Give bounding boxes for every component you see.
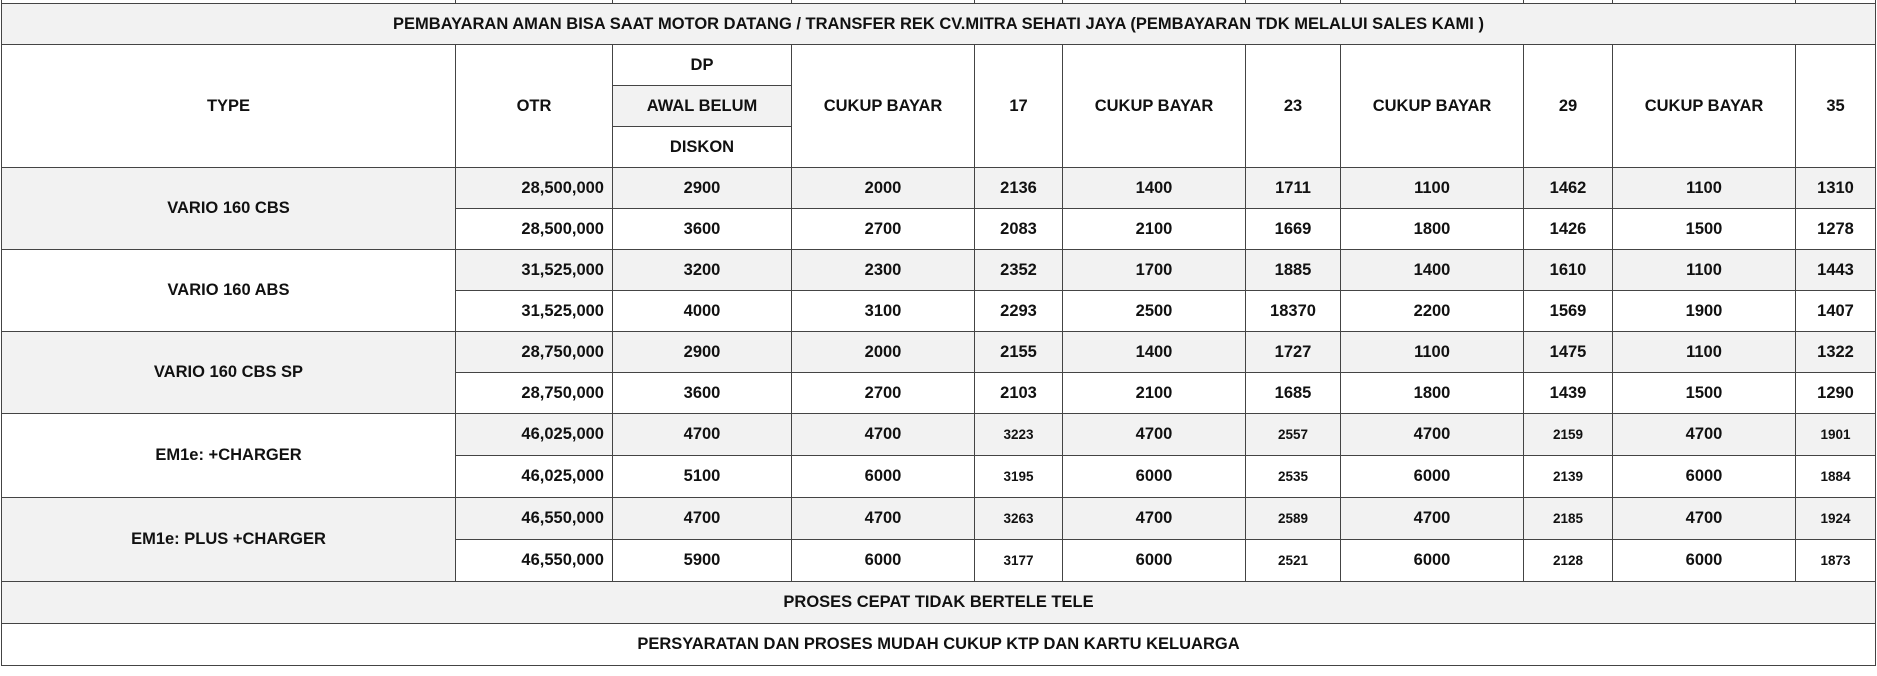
cell-cb23: 1400 [1063, 168, 1246, 209]
footer-banner-fast-process: PROSES CEPAT TIDAK BERTELE TELE [2, 582, 1876, 624]
cell-t29: 2139 [1524, 456, 1613, 498]
header-cukup-bayar-23: CUKUP BAYAR [1063, 45, 1246, 168]
cell-t17: 2083 [975, 209, 1063, 250]
cell-cb35: 1100 [1613, 332, 1796, 373]
cell-t35: 1443 [1796, 250, 1876, 291]
cell-cb35: 1100 [1613, 250, 1796, 291]
header-dp: DP [613, 45, 792, 86]
table-row [2, 250, 1876, 291]
cell-t35: 1924 [1796, 498, 1876, 540]
cell-cb29: 1400 [1341, 250, 1524, 291]
cell-t35: 1290 [1796, 373, 1876, 414]
cell-t17: 2136 [975, 168, 1063, 209]
model-rows [2, 168, 1876, 582]
table-row [2, 168, 1876, 209]
cell-cb35: 1500 [1613, 373, 1796, 414]
cell-cb29: 2200 [1341, 291, 1524, 332]
cell-t29: 1426 [1524, 209, 1613, 250]
cell-t35: 1407 [1796, 291, 1876, 332]
cell-cb29: 6000 [1341, 540, 1524, 582]
table-row [2, 332, 1876, 373]
header-cukup-bayar-17: CUKUP BAYAR [792, 45, 975, 168]
cell-t23: 1711 [1246, 168, 1341, 209]
cell-otr: 31,525,000 [456, 250, 613, 291]
cell-t23: 18370 [1246, 291, 1341, 332]
cell-cb17: 2000 [792, 168, 975, 209]
cell-cb23: 2100 [1063, 373, 1246, 414]
cell-cb23: 6000 [1063, 540, 1246, 582]
cell-t17: 3223 [975, 414, 1063, 456]
table-row [2, 414, 1876, 456]
payment-banner: PEMBAYARAN AMAN BISA SAAT MOTOR DATANG / TRANSFER REK CV.MITRA SEHATI JAYA (PEMBAYARAN TDK MELALUI SALES KAMI ) [2, 4, 1876, 45]
cell-cb29: 6000 [1341, 456, 1524, 498]
cell-otr: 46,550,000 [456, 540, 613, 582]
cell-otr: 46,025,000 [456, 456, 613, 498]
cell-t29: 1610 [1524, 250, 1613, 291]
cell-cb29: 4700 [1341, 498, 1524, 540]
cell-cb17: 6000 [792, 456, 975, 498]
header-type: TYPE [2, 45, 456, 168]
cell-dp: 5100 [613, 456, 792, 498]
header-tenor-17: 17 [975, 45, 1063, 168]
header-cukup-bayar-35: CUKUP BAYAR [1613, 45, 1796, 168]
cell-cb35: 4700 [1613, 414, 1796, 456]
header-tenor-23: 23 [1246, 45, 1341, 168]
cell-dp: 5900 [613, 540, 792, 582]
cell-t23: 1685 [1246, 373, 1341, 414]
cell-dp: 2900 [613, 168, 792, 209]
cell-t23: 2521 [1246, 540, 1341, 582]
cell-t17: 2103 [975, 373, 1063, 414]
cell-cb17: 2700 [792, 209, 975, 250]
cell-t29: 2128 [1524, 540, 1613, 582]
cell-t23: 1669 [1246, 209, 1341, 250]
header-dp-awal-belum: AWAL BELUM [613, 86, 792, 127]
cell-cb35: 1100 [1613, 168, 1796, 209]
cell-t23: 2535 [1246, 456, 1341, 498]
cell-t23: 1727 [1246, 332, 1341, 373]
cell-cb35: 6000 [1613, 456, 1796, 498]
model-name-cell: VARIO 160 CBS SP [2, 332, 456, 414]
cell-cb29: 1100 [1341, 168, 1524, 209]
cell-dp: 2900 [613, 332, 792, 373]
cell-t29: 1462 [1524, 168, 1613, 209]
cell-t17: 2293 [975, 291, 1063, 332]
cell-t35: 1884 [1796, 456, 1876, 498]
cell-cb23: 6000 [1063, 456, 1246, 498]
cell-cb23: 1700 [1063, 250, 1246, 291]
cell-otr: 28,500,000 [456, 209, 613, 250]
table-row [2, 498, 1876, 540]
cell-cb35: 4700 [1613, 498, 1796, 540]
cell-otr: 46,550,000 [456, 498, 613, 540]
top-banner-row [2, 4, 1876, 45]
cell-cb23: 2500 [1063, 291, 1246, 332]
cell-cb23: 2100 [1063, 209, 1246, 250]
cell-t29: 1439 [1524, 373, 1613, 414]
cell-cb29: 1800 [1341, 373, 1524, 414]
cell-cb29: 4700 [1341, 414, 1524, 456]
header-dp-diskon: DISKON [613, 127, 792, 168]
table-body [2, 0, 1876, 168]
cell-t17: 3195 [975, 456, 1063, 498]
cell-otr: 28,500,000 [456, 168, 613, 209]
header-cukup-bayar-29: CUKUP BAYAR [1341, 45, 1524, 168]
cell-cb17: 3100 [792, 291, 975, 332]
cell-dp: 4700 [613, 414, 792, 456]
cell-dp: 3600 [613, 373, 792, 414]
model-name-cell: EM1e: PLUS +CHARGER [2, 498, 456, 582]
cell-cb23: 4700 [1063, 498, 1246, 540]
cell-t29: 1475 [1524, 332, 1613, 373]
cell-t35: 1310 [1796, 168, 1876, 209]
cell-cb17: 2300 [792, 250, 975, 291]
cell-dp: 4000 [613, 291, 792, 332]
cell-t35: 1873 [1796, 540, 1876, 582]
cell-cb17: 2000 [792, 332, 975, 373]
cell-t35: 1278 [1796, 209, 1876, 250]
cell-t35: 1322 [1796, 332, 1876, 373]
cell-otr: 46,025,000 [456, 414, 613, 456]
cell-cb17: 4700 [792, 414, 975, 456]
model-name-cell: VARIO 160 CBS [2, 168, 456, 250]
cell-cb17: 4700 [792, 498, 975, 540]
cell-dp: 3600 [613, 209, 792, 250]
cell-cb23: 1400 [1063, 332, 1246, 373]
cell-t29: 2185 [1524, 498, 1613, 540]
cell-t35: 1901 [1796, 414, 1876, 456]
cell-otr: 28,750,000 [456, 332, 613, 373]
model-name-cell: VARIO 160 ABS [2, 250, 456, 332]
cell-t23: 2589 [1246, 498, 1341, 540]
cell-t29: 2159 [1524, 414, 1613, 456]
cell-otr: 28,750,000 [456, 373, 613, 414]
header-tenor-29: 29 [1524, 45, 1613, 168]
cell-dp: 4700 [613, 498, 792, 540]
header-row-1 [2, 45, 1876, 86]
header-otr: OTR [456, 45, 613, 168]
cell-t17: 2352 [975, 250, 1063, 291]
cell-cb35: 1500 [1613, 209, 1796, 250]
footer-banner-requirements: PERSYARATAN DAN PROSES MUDAH CUKUP KTP DAN KARTU KELUARGA [2, 624, 1876, 666]
cell-cb17: 2700 [792, 373, 975, 414]
cell-dp: 3200 [613, 250, 792, 291]
cell-cb35: 6000 [1613, 540, 1796, 582]
cell-t17: 3263 [975, 498, 1063, 540]
cell-cb35: 1900 [1613, 291, 1796, 332]
cell-t17: 3177 [975, 540, 1063, 582]
cell-cb23: 4700 [1063, 414, 1246, 456]
cell-otr: 31,525,000 [456, 291, 613, 332]
credit-price-table [1, 0, 1876, 666]
cell-cb17: 6000 [792, 540, 975, 582]
header-tenor-35: 35 [1796, 45, 1876, 168]
model-name-cell: EM1e: +CHARGER [2, 414, 456, 498]
cell-t29: 1569 [1524, 291, 1613, 332]
cell-t23: 2557 [1246, 414, 1341, 456]
cell-t17: 2155 [975, 332, 1063, 373]
cell-cb29: 1800 [1341, 209, 1524, 250]
footer-row-2 [2, 624, 1876, 666]
footer-rows [2, 582, 1876, 666]
footer-row-1 [2, 582, 1876, 624]
cell-t23: 1885 [1246, 250, 1341, 291]
cell-cb29: 1100 [1341, 332, 1524, 373]
